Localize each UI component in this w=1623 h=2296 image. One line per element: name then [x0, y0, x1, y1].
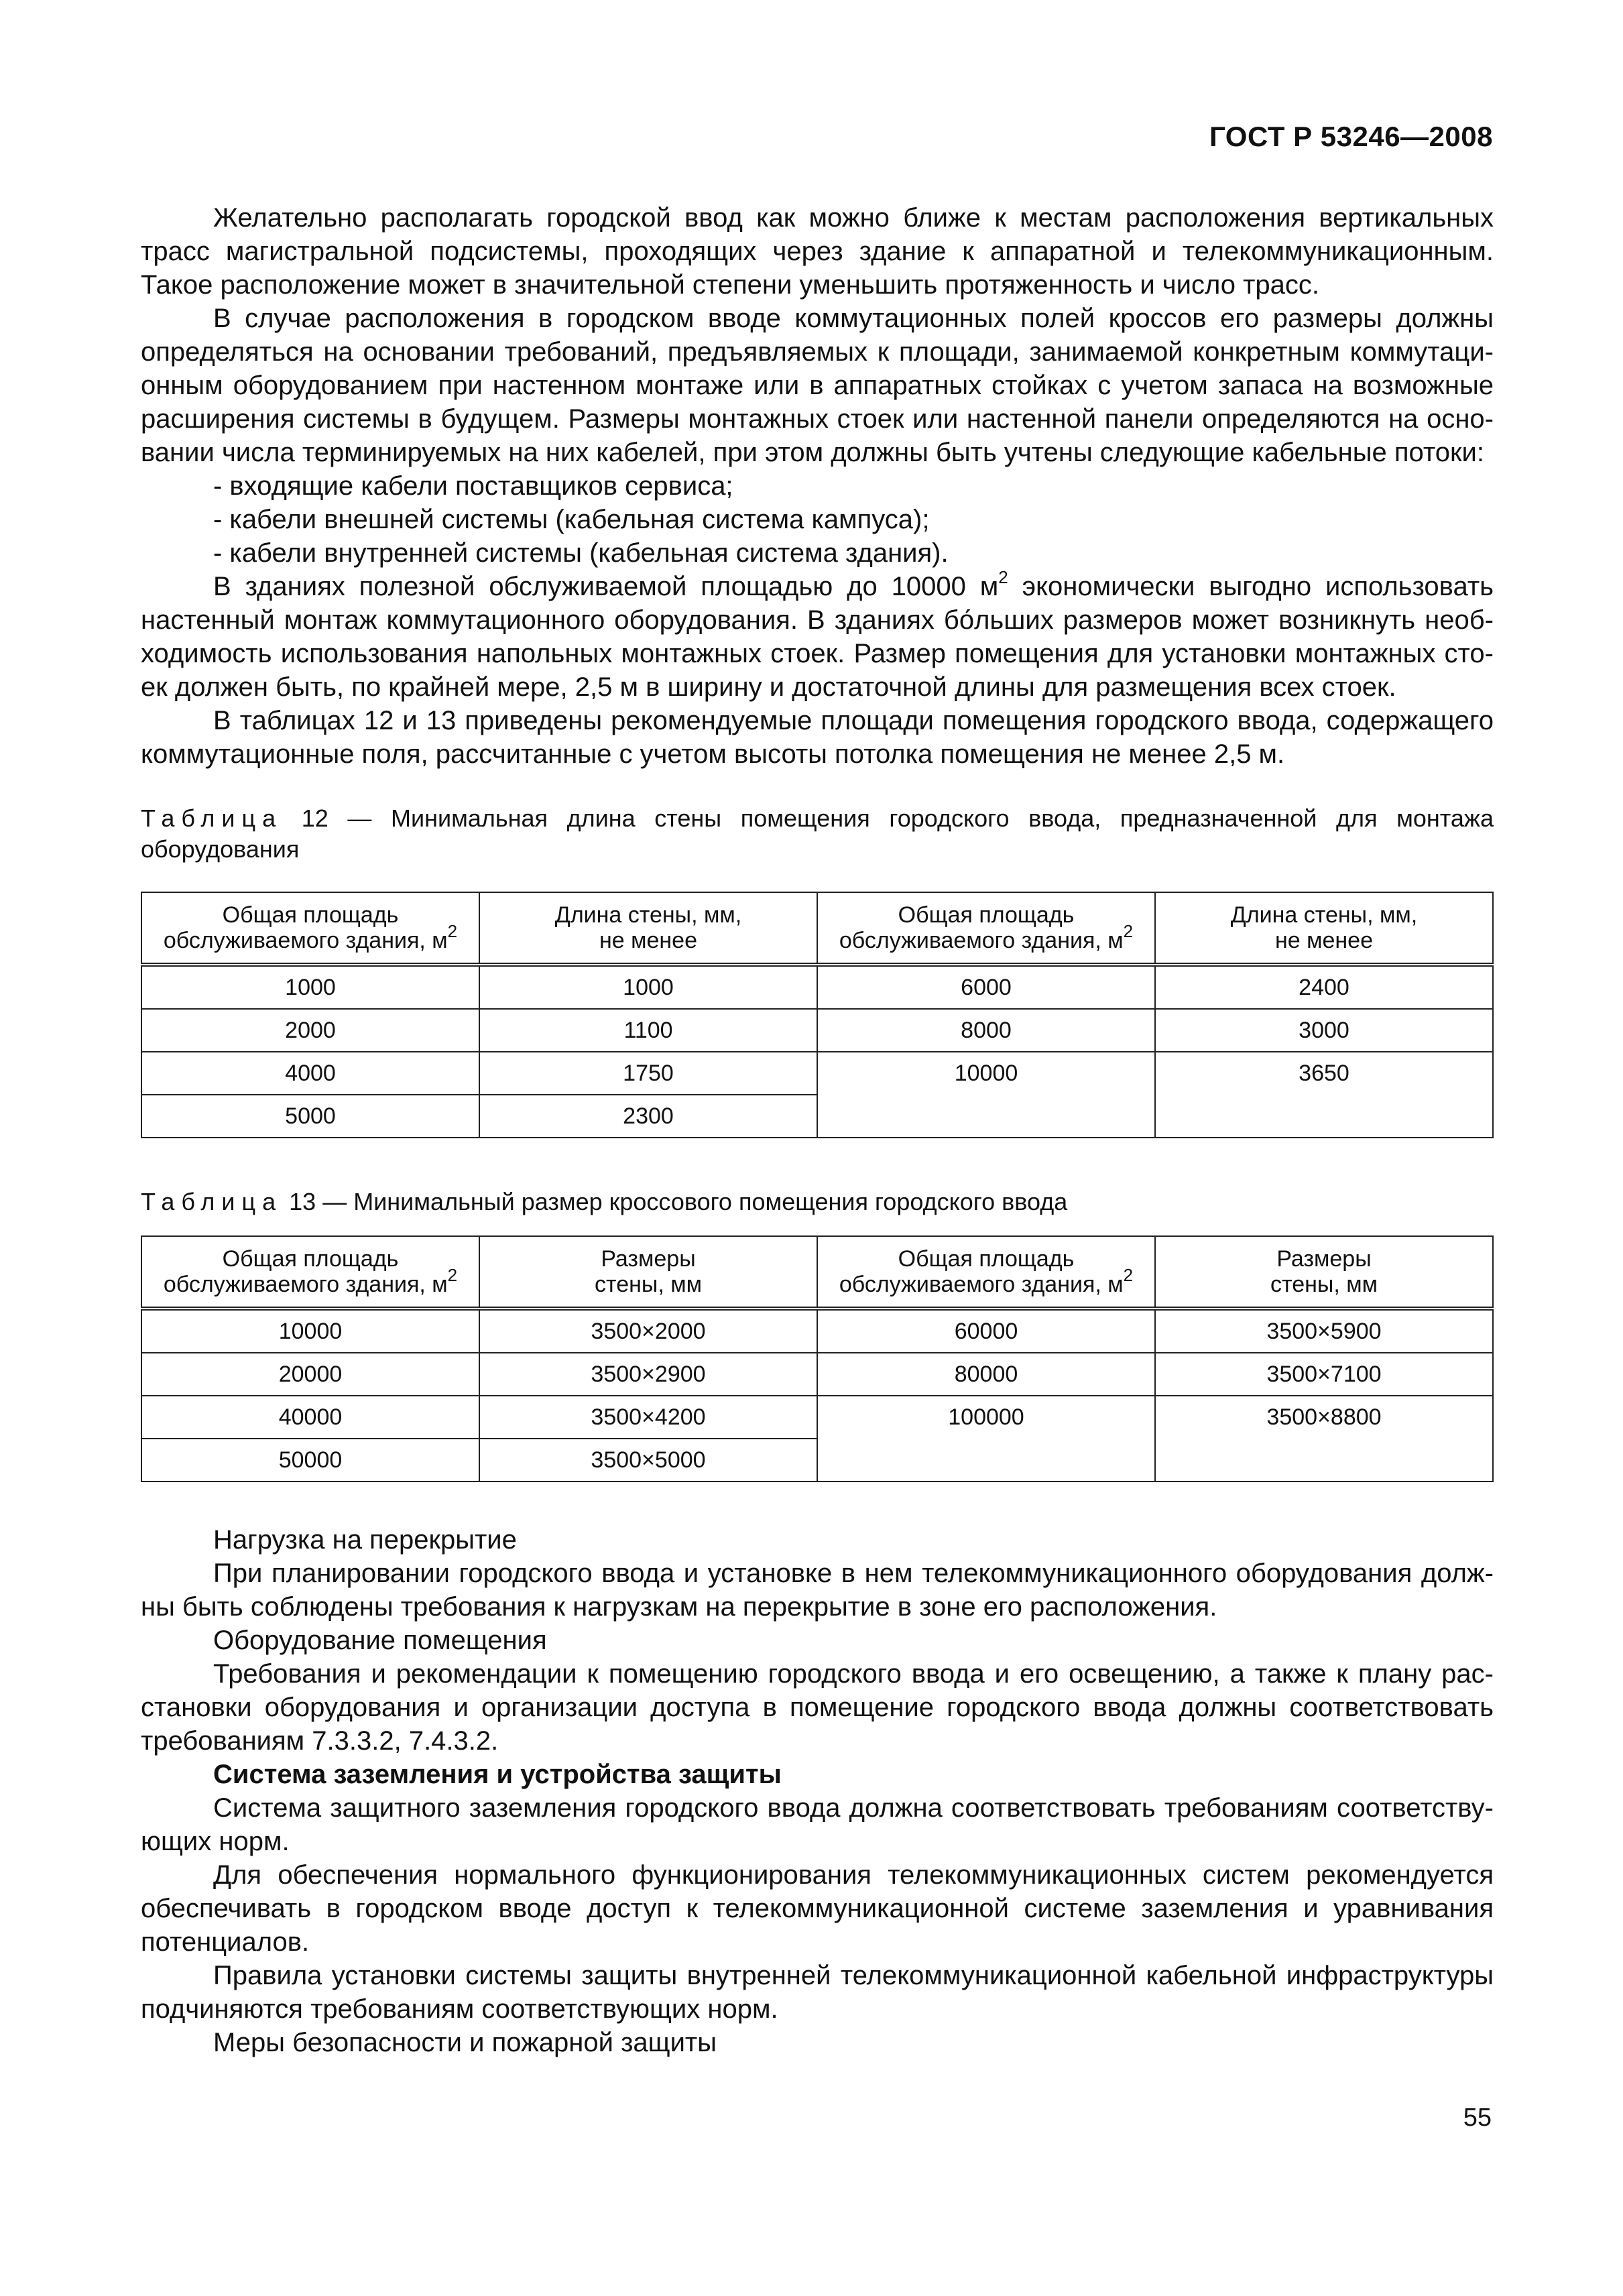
table-row [141, 1009, 1493, 1052]
tail-section [141, 1523, 1494, 2059]
table-cell: 10000 [141, 1309, 479, 1353]
table-cell: 3500×7100 [1155, 1353, 1493, 1396]
table-caption: Таблица 13 — Минимальный размер кроссового помещения городского ввода [141, 1188, 1068, 1215]
table-cell: 6000 [817, 965, 1155, 1009]
table-cell: 3000 [1155, 1009, 1493, 1052]
list-item: - кабели внешней системы (кабельная система кампуса); [213, 505, 930, 534]
table-cell: 20000 [141, 1353, 479, 1396]
paragraph: При планировании городского ввода и установке в нем телекоммуникационного оборудования должны быть соблюдены требования к нагрузкам на перекрытие в зоне его расположения. [141, 1559, 1494, 1622]
table-12 [141, 892, 1494, 1138]
column-header: Общая площадь обслуживаемого здания, $м^2$ [817, 892, 1155, 965]
table-cell: 1750 [479, 1052, 817, 1095]
table-cell: 3500×5900 [1155, 1309, 1493, 1353]
table-cell: 1100 [479, 1009, 817, 1052]
column-header: Общая площадь обслуживаемого здания, $м^2$ [141, 1236, 479, 1309]
table-cell: 1000 [141, 965, 479, 1009]
table-row [141, 1353, 1493, 1396]
table-cell: 40000 [141, 1396, 479, 1439]
table-row [141, 1309, 1493, 1353]
intro-section [141, 201, 1494, 771]
list-item: - кабели внутренней системы (кабельная система здания). [213, 538, 949, 568]
table-cell: 3500×5000 [479, 1439, 817, 1482]
table-row [141, 1396, 1493, 1439]
column-header: Длина стены, мм, не менее [1155, 892, 1493, 965]
table-caption: Таблица 12 — Минимальная длина стены помещения городского ввода, предназначенной для монтажа оборудования [141, 804, 1494, 863]
paragraph: Требования и рекомендации к помещению городского ввода и его освещению, а также к плану расстановки оборудования и организации доступа в помещение городского ввода должны соответствовать требованиям 7.3.3.2, 7.4.3.2. [141, 1659, 1494, 1756]
table-cell: 8000 [817, 1009, 1155, 1052]
table-cell: 60000 [817, 1309, 1155, 1353]
data-table [141, 1235, 1494, 1482]
table-row [141, 965, 1493, 1009]
section-heading: Система заземления и устройства защиты [213, 1760, 782, 1789]
table-header-row [141, 1236, 1493, 1309]
paragraph: Система защитного заземления городского ввода должна соответствовать требованиям соответствующих норм. [141, 1793, 1494, 1856]
table-cell: 2400 [1155, 965, 1493, 1009]
paragraph: Правила установки системы защиты внутренней телекоммуникационной кабельной инфраструктуры подчиняются требованиям соответствующих норм. [141, 1961, 1494, 2024]
table-cell: 50000 [141, 1439, 479, 1482]
subheading: Нагрузка на перекрытие [213, 1525, 517, 1555]
data-table [141, 892, 1494, 1138]
table-cell: 80000 [817, 1353, 1155, 1396]
page-number: 55 [1463, 2104, 1492, 2132]
table-label: Таблица [141, 804, 283, 832]
table-label: Таблица [141, 1188, 283, 1215]
paragraph: В зданиях полезной обслуживаемой площадью до 10000 $м^2$ экономически выгодно использовать настенный монтаж коммутационного оборудования. В зданиях бо́льших размеров может возникнуть необходимость использования напольных монтажных стоек. Размер помещения для установки монтажных стоек должен быть, по крайней мере, 2,5 м в ширину и достаточной длины для размещения всех стоек. [141, 566, 1494, 702]
subheading: Оборудование помещения [213, 1626, 547, 1655]
paragraph: Для обеспечения нормального функционирования телекоммуникационных систем рекомендуется обеспечивать в городском вводе доступ к телекоммуникационной системе заземления и уравнивания потенциалов. [141, 1860, 1494, 1957]
table-cell: 2300 [479, 1095, 817, 1138]
table-cell: 10000 [817, 1052, 1155, 1138]
table-cell: 3650 [1155, 1052, 1493, 1138]
table-cell: 3500×2900 [479, 1353, 817, 1396]
subheading: Меры безопасности и пожарной защиты [213, 2028, 717, 2057]
table-cell: 100000 [817, 1396, 1155, 1482]
table-13-section [141, 1187, 1494, 1217]
document-code: ГОСТ Р 53246—2008 [1209, 121, 1493, 152]
paragraph: В случае расположения в городском вводе коммутационных полей кроссов его размеры должны определяться на основании требований, предъявляемых к площади, занимаемой конкретным коммутационным оборудованием при настенном монтаже или в аппаратных стойках с учетом запаса на возможные расширения системы в будущем. Размеры монтажных стоек или настенной панели определяются на основании числа терминируемых на них кабелей, при этом должны быть учтены следующие кабельные потоки: [141, 304, 1494, 467]
table-cell: 3500×4200 [479, 1396, 817, 1439]
column-header: Длина стены, мм, не менее [479, 892, 817, 965]
column-header: Размеры стены, мм [1155, 1236, 1493, 1309]
paragraph: В таблицах 12 и 13 приведены рекомендуемые площади помещения городского ввода, содержащего коммутационные поля, рассчитанные с учетом высоты потолка помещения не менее 2,5 м. [141, 706, 1494, 769]
table-cell: 4000 [141, 1052, 479, 1095]
table-header-row [141, 892, 1493, 965]
table-cell: 3500×2000 [479, 1309, 817, 1353]
table-cell: 3500×8800 [1155, 1396, 1493, 1482]
list-item: - входящие кабели поставщиков сервиса; [213, 471, 733, 501]
table-cell: 2000 [141, 1009, 479, 1052]
table-cell: 1000 [479, 965, 817, 1009]
column-header: Общая площадь обслуживаемого здания, $м^2$ [141, 892, 479, 965]
column-header: Размеры стены, мм [479, 1236, 817, 1309]
column-header: Общая площадь обслуживаемого здания, $м^2$ [817, 1236, 1155, 1309]
table-12-section [141, 803, 1494, 865]
table-cell: 5000 [141, 1095, 479, 1138]
paragraph: Желательно располагать городской ввод как можно ближе к местам расположения вертикальных трасс магистральной подсистемы, проходящих через здание к аппаратной и телекоммуникационным. Такое расположение может в значительной степени уменьшить протяженность и число трасс. [141, 203, 1494, 300]
table-13 [141, 1235, 1494, 1482]
table-row [141, 1052, 1493, 1095]
